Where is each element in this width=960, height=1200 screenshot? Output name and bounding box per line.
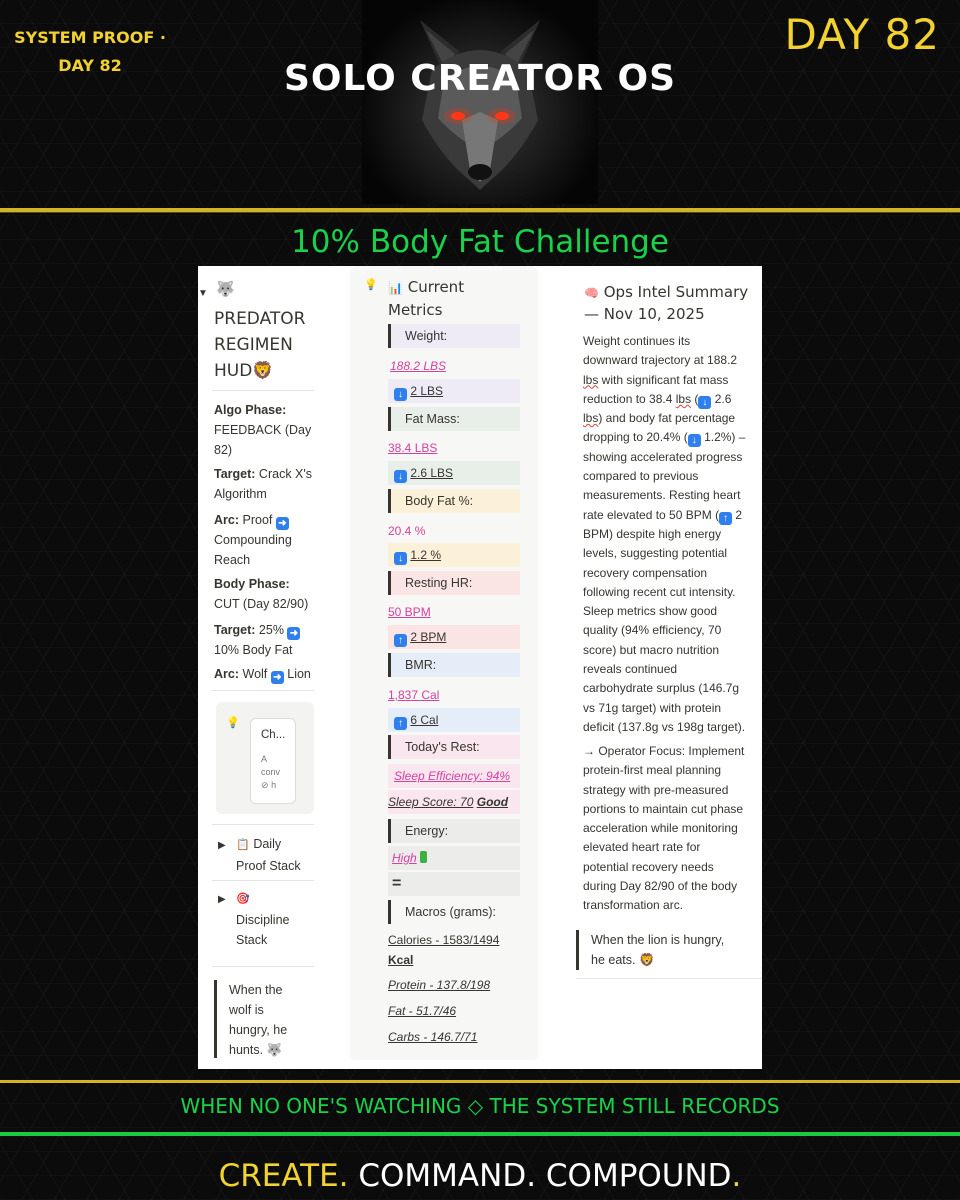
- target-algorithm: [214, 464, 326, 504]
- linked-card[interactable]: [250, 718, 296, 804]
- body-fat-delta-value: 1.2 %: [410, 548, 442, 562]
- arrow-right-icon: ➜: [287, 627, 300, 640]
- hud-divider: [212, 880, 314, 881]
- ops-word: (: [691, 391, 699, 406]
- wolf-quote-line-4: hunts. 🐺: [229, 1043, 283, 1057]
- target-label: Target:: [214, 467, 256, 481]
- hud-title-line-2: REGIMEN: [214, 335, 293, 355]
- arc-2-value-1: Wolf: [242, 667, 268, 681]
- target-2-label: Target:: [214, 623, 256, 637]
- ops-line: downward trajectory at 188.2: [583, 353, 738, 368]
- rest-label: Today's Rest:: [388, 735, 520, 759]
- wolf-quote: [214, 980, 319, 1058]
- macros-label: Macros (grams):: [388, 900, 520, 924]
- ops-line: recovery compensation: [583, 565, 708, 580]
- target-value-1: Crack X's: [258, 467, 313, 481]
- ops-line: BPM) despite high energy: [583, 526, 722, 541]
- ops-word: with significant fat mass: [598, 372, 729, 387]
- resting-hr-label: Resting HR:: [388, 571, 520, 595]
- ops-line: score) but macro nutrition: [583, 642, 720, 657]
- hud-divider: [212, 690, 314, 691]
- clipboard-icon: 📋: [236, 839, 250, 851]
- arrow-down-icon: ↓: [698, 396, 711, 409]
- arrow-up-icon: ↑: [394, 717, 407, 730]
- calories-value: Calories - 1583/1494: [388, 933, 500, 947]
- system-proof-line-1: SYSTEM PROOF ·: [14, 28, 166, 47]
- day-badge: DAY 82: [784, 10, 940, 59]
- card-title: Ch...: [261, 729, 286, 741]
- energy-value: [388, 846, 520, 870]
- ops-line: acceleration while monitoring: [583, 821, 738, 836]
- callout-box: [216, 702, 314, 814]
- calories-unit: Kcal: [388, 953, 414, 967]
- resting-hr-delta: [388, 625, 520, 649]
- hud-divider: [212, 390, 314, 391]
- arc-2-value-2: Lion: [287, 667, 311, 681]
- discipline-label: Discipline: [236, 913, 290, 927]
- ops-word: ) and body fat percentage: [598, 411, 736, 426]
- lion-quote-line-2: he eats. 🦁: [591, 953, 655, 967]
- ops-divider: [576, 978, 762, 979]
- app-title: SOLO CREATOR OS: [283, 58, 677, 99]
- ops-line: → Operator Focus: Implement: [583, 744, 745, 758]
- ops-paragraph-2: [583, 742, 762, 916]
- ops-paragraph-1: [583, 332, 762, 737]
- body-phase-label: Body Phase:: [214, 577, 290, 591]
- system-proof-line-2: DAY 82: [58, 56, 122, 75]
- arrow-up-icon: ↑: [719, 512, 732, 525]
- body-fat-label: Body Fat %:: [388, 489, 520, 513]
- weight-delta: [388, 379, 520, 403]
- body-fat-delta: [388, 543, 520, 567]
- motto-period: .: [731, 1158, 742, 1194]
- fat-mass-delta-value: 2.6 LBS: [410, 466, 454, 480]
- ops-word: reduction to 38.4: [583, 391, 676, 406]
- bmr-label: BMR:: [388, 653, 520, 677]
- proof-stack-label: Proof Stack: [236, 859, 301, 873]
- weight-value: 188.2 LBS: [390, 359, 447, 373]
- ops-line: compared to previous: [583, 469, 699, 484]
- ops-word: 2: [732, 507, 743, 522]
- ops-line: strategy with pre-measured: [583, 782, 729, 797]
- algo-phase-label: Algo Phase:: [214, 403, 287, 417]
- notion-screenshot: [198, 266, 762, 1069]
- bar-chart-icon: 📊: [388, 281, 403, 295]
- metrics-title-line-1: Current: [407, 278, 465, 296]
- ops-line: Weight continues its: [583, 334, 691, 348]
- wolf-quote-line-1: When the: [229, 983, 283, 997]
- fat-macro: Fat - 51.7/46: [388, 1004, 457, 1018]
- ops-line: [583, 371, 762, 390]
- bmr-delta-value: 6 Cal: [410, 713, 439, 727]
- lion-quote: [576, 930, 751, 970]
- target-2-value-2: 10% Body Fat: [214, 643, 293, 657]
- sleep-good-value: Good: [476, 795, 509, 809]
- equals-sign: =: [388, 872, 520, 896]
- ops-word: lbs: [583, 411, 599, 426]
- arc-value-2: Compounding: [214, 533, 292, 547]
- fat-mass-value: 38.4 LBS: [388, 441, 438, 455]
- ops-word: lbs: [583, 372, 599, 387]
- card-body: [261, 753, 280, 792]
- body-phase-value: CUT (Day 82/90): [214, 597, 309, 611]
- wolf-icon: [362, 0, 598, 204]
- challenge-title: 10% Body Fat Challenge: [291, 224, 669, 260]
- ops-line: protein-first meal planning: [583, 763, 722, 778]
- ops-line: reveals continued: [583, 662, 678, 677]
- fat-mass-label: Fat Mass:: [388, 407, 520, 431]
- sleep-score-value: Sleep Score: 70: [388, 795, 474, 809]
- hud-title-line-3: HUD🦁: [214, 361, 274, 381]
- algo-phase: [214, 400, 326, 460]
- body-phase: [214, 574, 326, 614]
- arrow-down-icon: ↓: [394, 552, 407, 565]
- ops-line: during Day 82/90 of the body: [583, 879, 738, 894]
- toggle-arrow-icon[interactable]: ▶: [218, 840, 226, 851]
- arrow-down-icon: ↓: [394, 388, 407, 401]
- battery-icon: [420, 851, 427, 863]
- wolf-quote-line-3: hungry, he: [229, 1023, 288, 1037]
- ops-line: levels, suggesting potential: [583, 546, 728, 561]
- arc-label: Arc:: [214, 513, 240, 527]
- daily-label: Daily: [253, 837, 282, 851]
- weight-delta-value: 2 LBS: [410, 384, 444, 398]
- toggle-daily-proof-stack[interactable]: [218, 834, 328, 876]
- ops-title-line-1: Ops Intel Summary: [603, 283, 749, 301]
- arc-wolf-lion: [214, 664, 326, 684]
- weight-label: Weight:: [388, 324, 520, 348]
- target-icon: 🎯: [236, 893, 250, 905]
- ops-line: [583, 428, 762, 447]
- ops-line: [583, 390, 762, 409]
- ops-line: transformation arc.: [583, 898, 684, 913]
- ops-line: [583, 506, 762, 525]
- ops-title: [584, 282, 762, 325]
- body-fat-value: 20.4 %: [388, 524, 426, 538]
- ops-word: 2.6: [711, 391, 732, 406]
- collapse-toggle-icon[interactable]: ▼: [198, 288, 208, 299]
- current-metrics-column: [350, 266, 538, 1060]
- ops-line: elevated heart rate for: [583, 840, 701, 855]
- ops-line: deficit (137.8g vs 198g target).: [583, 719, 746, 734]
- arrow-right-icon: ➜: [276, 517, 289, 530]
- arc-value-3: Reach: [214, 553, 251, 567]
- bmr-value: 1,837 Cal: [388, 688, 440, 702]
- sleep-efficiency: [388, 764, 520, 788]
- hud-title: [214, 306, 324, 384]
- ops-line: showing accelerated progress: [583, 449, 743, 464]
- ops-line: vs 71g target) with protein: [583, 700, 722, 715]
- calories-macro: [388, 930, 499, 970]
- ops-line: following recent cut intensity.: [583, 584, 736, 599]
- ops-line: measurements. Resting heart: [583, 488, 741, 503]
- ops-line: Sleep metrics show good: [583, 604, 718, 619]
- algo-phase-value-2: 82): [214, 443, 233, 457]
- top-divider: [0, 208, 960, 213]
- algo-phase-value-1: FEEDBACK (Day: [214, 423, 312, 437]
- wolf-quote-line-2: wolf is: [229, 1003, 264, 1017]
- ops-line: carbohydrate surplus (146.7g: [583, 681, 740, 696]
- sleep-efficiency-value: Sleep Efficiency: 94%: [394, 769, 511, 783]
- toggle-arrow-icon[interactable]: ▶: [218, 894, 226, 905]
- ops-word: dropping to 20.4% (: [583, 430, 688, 445]
- brain-icon: 🧠: [584, 286, 599, 300]
- protein-macro: Protein - 137.8/198: [388, 978, 491, 992]
- green-divider: [0, 1132, 960, 1136]
- motto-create: CREATE.: [218, 1158, 349, 1194]
- lightbulb-icon: 💡: [364, 279, 378, 291]
- metrics-title: [388, 276, 464, 321]
- arc-proof: [214, 510, 326, 570]
- stack-label: Stack: [236, 933, 268, 947]
- ops-title-line-2: — Nov 10, 2025: [584, 305, 705, 323]
- hud-wolf-icon: 🐺: [216, 281, 235, 298]
- wolf-image: [362, 0, 598, 204]
- card-line-1: A: [261, 754, 268, 764]
- motto-command-compound: COMMAND. COMPOUND: [348, 1158, 732, 1194]
- lion-quote-line-1: When the lion is hungry,: [591, 933, 725, 947]
- lightbulb-icon: 💡: [226, 717, 240, 729]
- motto: [0, 1158, 960, 1194]
- arrow-down-icon: ↓: [688, 434, 701, 447]
- bmr-delta: [388, 708, 520, 732]
- arc-value-1: Proof: [242, 513, 273, 527]
- metrics-title-line-2: Metrics: [388, 301, 443, 319]
- hud-divider: [212, 824, 314, 825]
- target-2-value-1: 25%: [258, 623, 284, 637]
- ops-line: portions to maintain cut phase: [583, 801, 744, 816]
- bottom-divider: [0, 1080, 960, 1083]
- arc-2-label: Arc:: [214, 667, 240, 681]
- card-line-3: h: [271, 780, 277, 790]
- carbs-macro: Carbs - 146.7/71: [388, 1030, 478, 1044]
- energy-high: High: [392, 851, 417, 865]
- tagline: WHEN NO ONE'S WATCHING ◇ THE SYSTEM STILL RECORDS: [180, 1094, 780, 1118]
- arrow-up-icon: ↑: [394, 634, 407, 647]
- ops-word: 1.2%) –: [700, 430, 746, 445]
- hud-title-line-1: PREDATOR: [214, 309, 306, 329]
- resting-hr-delta-value: 2 BPM: [410, 630, 447, 644]
- fat-mass-delta: [388, 461, 520, 485]
- toggle-discipline-stack[interactable]: [218, 888, 328, 950]
- ops-word: lbs: [675, 391, 692, 406]
- target-body-fat: [214, 620, 326, 660]
- ops-word: rate elevated to 50 BPM (: [583, 507, 720, 522]
- arrow-right-icon: ➜: [271, 671, 284, 684]
- energy-label: Energy:: [388, 819, 520, 843]
- resting-hr-value: 50 BPM: [388, 605, 431, 619]
- hud-divider: [212, 966, 314, 967]
- ops-line: potential recovery needs: [583, 859, 714, 874]
- ops-line: [583, 409, 762, 428]
- link-icon: ⊘: [261, 780, 269, 790]
- card-line-2: conv: [261, 767, 281, 777]
- ops-line: quality (94% efficiency, 70: [583, 623, 722, 638]
- sleep-score: [388, 790, 520, 814]
- arrow-down-icon: ↓: [394, 470, 407, 483]
- target-value-2: Algorithm: [214, 487, 267, 501]
